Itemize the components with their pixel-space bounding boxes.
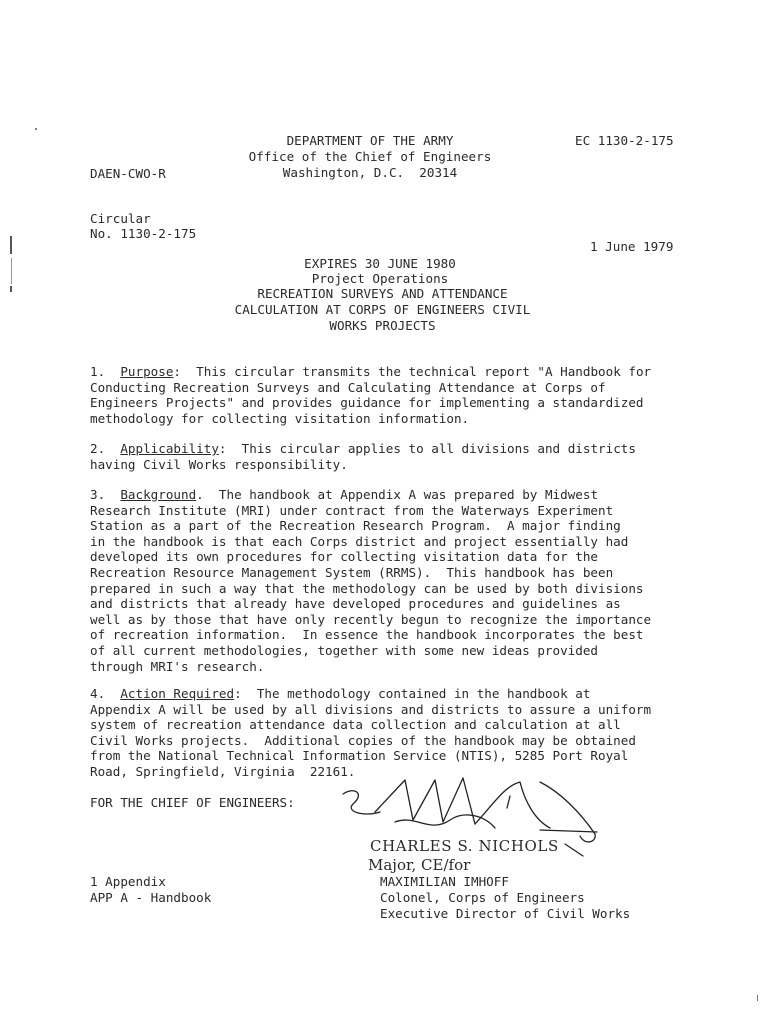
paragraph-background <box>90 487 670 674</box>
paragraph-heading: Action Required <box>120 686 235 701</box>
paragraph-line: methodology for collecting visitation information. <box>90 410 470 426</box>
paragraph-line: Road, Springfield, Virginia 22161. <box>90 763 356 779</box>
subject-line: Project Operations <box>311 271 449 286</box>
paragraph-line: of all current methodologies, together with some new ideas provided <box>90 642 598 658</box>
appendix-count: 1 Appendix <box>90 874 166 889</box>
appendix-item: APP A - Handbook <box>90 890 212 905</box>
paragraph-line: through MRI's research. <box>90 658 265 674</box>
paragraph-line: in the handbook is that each Corps district and project essentially had <box>90 533 629 549</box>
paragraph-line: of recreation information. In essence the handbook incorporates the best <box>90 627 644 643</box>
scan-mark <box>757 995 758 1001</box>
title-line-3: WORKS PROJECTS <box>329 318 436 333</box>
location-heading: Washington, D.C. 20314 <box>282 165 458 180</box>
signer-title: Executive Director of Civil Works <box>380 906 631 921</box>
paragraph-line: Conducting Recreation Surveys and Calculating Attendance at Corps of <box>90 379 606 395</box>
paragraph-line: Station as a part of the Recreation Research Program. A major finding <box>90 518 621 534</box>
scan-mark <box>10 286 12 292</box>
circular-number: No. 1130-2-175 <box>90 226 197 241</box>
paragraph-heading: Applicability <box>120 441 219 456</box>
signer-rank: Colonel, Corps of Engineers <box>380 890 585 905</box>
paragraph-line: 4. Action Required: The methodology contained in the handbook at <box>90 686 591 701</box>
paragraph-line: Research Institute (MRI) under contract from the Waterways Experiment <box>90 502 614 518</box>
title-line-2: CALCULATION AT CORPS OF ENGINEERS CIVIL <box>234 302 531 317</box>
scan-mark <box>10 236 12 254</box>
document-number: EC 1130-2-175 <box>575 133 674 148</box>
paragraph-heading: Background <box>120 487 197 502</box>
paragraph-line: 3. Background. The handbook at Appendix A was prepared by Midwest <box>90 487 599 502</box>
paragraph-line: well as by those that have only recently begun to recognize the importance <box>90 611 652 627</box>
typed-signature-title: Major, CE/for <box>368 856 471 874</box>
title-line-1: RECREATION SURVEYS AND ATTENDANCE <box>257 286 508 301</box>
paragraph-line: prepared in such a way that the methodology can be used by both divisions <box>90 580 644 596</box>
scan-mark <box>35 128 37 130</box>
paragraph-applicability <box>90 441 670 472</box>
paragraph-line: and districts that already have developed procedures and guidelines as <box>90 596 621 612</box>
paragraph-line: system of recreation attendance data collection and calculation at all <box>90 717 621 733</box>
expiration-line: EXPIRES 30 JUNE 1980 <box>304 256 456 271</box>
paragraph-line: Appendix A will be used by all divisions and districts to assure a uniform <box>90 701 652 717</box>
paragraph-line: Recreation Resource Management System (RRMS). This handbook has been <box>90 564 614 580</box>
paragraph-purpose <box>90 364 670 426</box>
paragraph-line: from the National Technical Information Service (NTIS), 5285 Port Royal <box>90 748 629 764</box>
document-date: 1 June 1979 <box>590 239 674 254</box>
paragraph-line: Civil Works projects. Additional copies of the handbook may be obtained <box>90 732 636 748</box>
office-symbol: DAEN-CWO-R <box>90 166 166 181</box>
paragraph-line: 2. Applicability: This circular applies to all divisions and districts <box>90 441 636 456</box>
for-chief-line: FOR THE CHIEF OF ENGINEERS: <box>90 795 295 810</box>
paragraph-heading: Purpose <box>120 364 174 379</box>
paragraph-line: developed its own procedures for collecting visitation data for the <box>90 549 598 565</box>
department-heading: DEPARTMENT OF THE ARMY <box>286 133 454 148</box>
scan-mark <box>11 258 12 284</box>
office-heading: Office of the Chief of Engineers <box>248 149 492 164</box>
paragraph-action-required <box>90 686 670 780</box>
signer-name: MAXIMILIAN IMHOFF <box>380 874 509 889</box>
paragraph-line: having Civil Works responsibility. <box>90 456 348 472</box>
paragraph-line: Engineers Projects" and provides guidance for implementing a standardized <box>90 395 644 411</box>
typed-signature-name: CHARLES S. NICHOLS <box>370 837 559 855</box>
circular-label: Circular <box>90 211 151 226</box>
paragraph-line: 1. Purpose: This circular transmits the technical report "A Handbook for <box>90 364 652 379</box>
